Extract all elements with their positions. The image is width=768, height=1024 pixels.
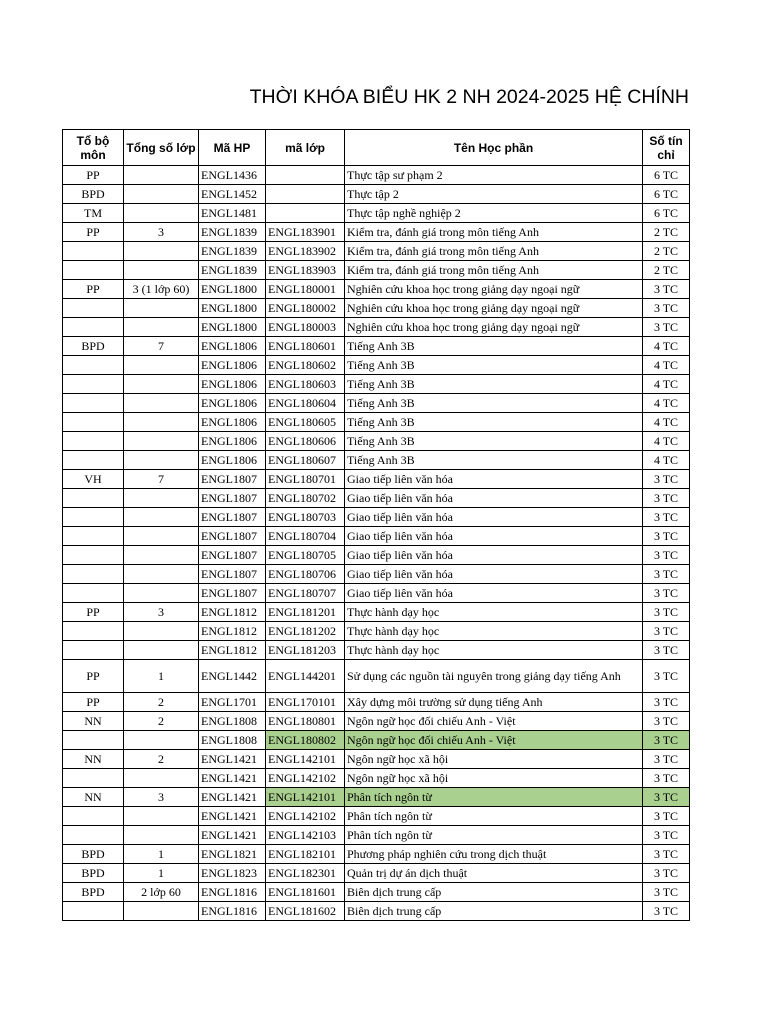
cell-ten-hoc-phan: Biên dịch trung cấp <box>345 902 643 921</box>
cell-so-tin-chi: 3 TC <box>643 864 690 883</box>
cell-ten-hoc-phan: Ngôn ngữ học xã hội <box>345 750 643 769</box>
cell-ma-hp: ENGL1421 <box>199 750 266 769</box>
cell-tong-so-lop <box>124 546 199 565</box>
cell-so-tin-chi: 3 TC <box>643 712 690 731</box>
cell-ten-hoc-phan: Tiếng Anh 3B <box>345 375 643 394</box>
cell-ma-hp: ENGL1807 <box>199 470 266 489</box>
cell-to-bo-mon <box>63 527 124 546</box>
cell-ten-hoc-phan: Nghiên cứu khoa học trong giảng dạy ngoại ngữ <box>345 280 643 299</box>
cell-to-bo-mon <box>63 508 124 527</box>
cell-ma-lop: ENGL181201 <box>266 603 345 622</box>
cell-ma-lop <box>266 166 345 185</box>
cell-ten-hoc-phan: Giao tiếp liên văn hóa <box>345 508 643 527</box>
cell-ten-hoc-phan: Thực tập nghề nghiệp 2 <box>345 204 643 223</box>
cell-so-tin-chi: 4 TC <box>643 394 690 413</box>
cell-ten-hoc-phan: Tiếng Anh 3B <box>345 337 643 356</box>
cell-ma-lop: ENGL180701 <box>266 470 345 489</box>
cell-to-bo-mon <box>63 826 124 845</box>
table-row <box>63 731 690 750</box>
table-row <box>63 527 690 546</box>
cell-ma-hp: ENGL1452 <box>199 185 266 204</box>
cell-tong-so-lop <box>124 185 199 204</box>
cell-ma-lop: ENGL180607 <box>266 451 345 470</box>
cell-ten-hoc-phan: Giao tiếp liên văn hóa <box>345 489 643 508</box>
cell-to-bo-mon <box>63 489 124 508</box>
cell-so-tin-chi: 4 TC <box>643 337 690 356</box>
table-row <box>63 242 690 261</box>
cell-ma-hp: ENGL1800 <box>199 318 266 337</box>
cell-ma-hp: ENGL1808 <box>199 712 266 731</box>
cell-ma-lop: ENGL180702 <box>266 489 345 508</box>
cell-ten-hoc-phan: Thực tập 2 <box>345 185 643 204</box>
cell-to-bo-mon <box>63 807 124 826</box>
cell-to-bo-mon: PP <box>63 166 124 185</box>
cell-ma-lop: ENGL183903 <box>266 261 345 280</box>
cell-so-tin-chi: 3 TC <box>643 807 690 826</box>
cell-tong-so-lop: 3 <box>124 788 199 807</box>
cell-tong-so-lop <box>124 807 199 826</box>
table-row <box>63 565 690 584</box>
cell-so-tin-chi: 3 TC <box>643 546 690 565</box>
cell-ma-lop: ENGL180002 <box>266 299 345 318</box>
cell-ma-lop: ENGL183902 <box>266 242 345 261</box>
cell-ma-lop: ENGL180003 <box>266 318 345 337</box>
table-row <box>63 299 690 318</box>
cell-ma-lop: ENGL180605 <box>266 413 345 432</box>
cell-ten-hoc-phan: Kiểm tra, đánh giá trong môn tiếng Anh <box>345 242 643 261</box>
table-row <box>63 788 690 807</box>
table-row <box>63 223 690 242</box>
cell-ma-lop <box>266 204 345 223</box>
cell-ma-hp: ENGL1806 <box>199 451 266 470</box>
cell-ma-hp: ENGL1806 <box>199 432 266 451</box>
cell-ten-hoc-phan: Phân tích ngôn từ <box>345 807 643 826</box>
cell-tong-so-lop: 1 <box>124 845 199 864</box>
cell-tong-so-lop <box>124 204 199 223</box>
cell-ten-hoc-phan: Ngôn ngữ học đối chiếu Anh - Việt <box>345 712 643 731</box>
cell-ma-lop: ENGL180001 <box>266 280 345 299</box>
table-row <box>63 166 690 185</box>
cell-to-bo-mon <box>63 584 124 603</box>
cell-so-tin-chi: 4 TC <box>643 375 690 394</box>
cell-tong-so-lop <box>124 508 199 527</box>
cell-to-bo-mon: BPD <box>63 864 124 883</box>
cell-to-bo-mon <box>63 375 124 394</box>
schedule-table <box>62 129 690 921</box>
table-row <box>63 432 690 451</box>
cell-to-bo-mon <box>63 622 124 641</box>
cell-ma-lop: ENGL180601 <box>266 337 345 356</box>
cell-so-tin-chi: 3 TC <box>643 622 690 641</box>
table-row <box>63 864 690 883</box>
cell-ma-hp: ENGL1812 <box>199 603 266 622</box>
cell-ma-hp: ENGL1481 <box>199 204 266 223</box>
cell-to-bo-mon: BPD <box>63 883 124 902</box>
cell-ten-hoc-phan: Giao tiếp liên văn hóa <box>345 546 643 565</box>
cell-ma-hp: ENGL1806 <box>199 394 266 413</box>
cell-to-bo-mon: BPD <box>63 845 124 864</box>
cell-ten-hoc-phan: Sử dụng các nguồn tài nguyên trong giảng dạy tiếng Anh <box>345 660 643 693</box>
table-row <box>63 318 690 337</box>
cell-ma-hp: ENGL1807 <box>199 508 266 527</box>
cell-tong-so-lop <box>124 318 199 337</box>
cell-ma-lop: ENGL180606 <box>266 432 345 451</box>
cell-ma-lop: ENGL182101 <box>266 845 345 864</box>
cell-ma-lop: ENGL183901 <box>266 223 345 242</box>
cell-ten-hoc-phan: Kiểm tra, đánh giá trong môn tiếng Anh <box>345 223 643 242</box>
cell-so-tin-chi: 4 TC <box>643 451 690 470</box>
cell-tong-so-lop <box>124 622 199 641</box>
table-header-row <box>63 130 690 166</box>
cell-ma-hp: ENGL1806 <box>199 413 266 432</box>
cell-ma-hp: ENGL1839 <box>199 223 266 242</box>
cell-ten-hoc-phan: Thực tập sư phạm 2 <box>345 166 643 185</box>
header-ten-hoc-phan: Tên Học phần <box>345 130 643 166</box>
table-row <box>63 826 690 845</box>
cell-to-bo-mon <box>63 902 124 921</box>
cell-to-bo-mon <box>63 261 124 280</box>
table-row <box>63 622 690 641</box>
cell-ma-lop <box>266 185 345 204</box>
cell-tong-so-lop <box>124 166 199 185</box>
cell-tong-so-lop <box>124 356 199 375</box>
cell-to-bo-mon: PP <box>63 280 124 299</box>
cell-ma-hp: ENGL1421 <box>199 807 266 826</box>
cell-ma-hp: ENGL1806 <box>199 375 266 394</box>
cell-so-tin-chi: 3 TC <box>643 788 690 807</box>
table-row <box>63 470 690 489</box>
cell-so-tin-chi: 2 TC <box>643 223 690 242</box>
cell-tong-so-lop: 3 <box>124 223 199 242</box>
cell-so-tin-chi: 3 TC <box>643 603 690 622</box>
cell-ma-hp: ENGL1808 <box>199 731 266 750</box>
cell-ma-hp: ENGL1807 <box>199 584 266 603</box>
cell-so-tin-chi: 3 TC <box>643 489 690 508</box>
table-row <box>63 712 690 731</box>
table-row <box>63 394 690 413</box>
cell-ma-lop: ENGL180603 <box>266 375 345 394</box>
cell-so-tin-chi: 6 TC <box>643 204 690 223</box>
cell-ma-hp: ENGL1436 <box>199 166 266 185</box>
cell-so-tin-chi: 3 TC <box>643 565 690 584</box>
cell-ma-lop: ENGL181203 <box>266 641 345 660</box>
cell-ten-hoc-phan: Xây dựng môi trường sử dụng tiếng Anh <box>345 693 643 712</box>
cell-ma-hp: ENGL1821 <box>199 845 266 864</box>
cell-ten-hoc-phan: Ngôn ngữ học xã hội <box>345 769 643 788</box>
cell-tong-so-lop <box>124 261 199 280</box>
cell-so-tin-chi: 4 TC <box>643 432 690 451</box>
cell-ma-lop: ENGL142101 <box>266 788 345 807</box>
cell-tong-so-lop <box>124 242 199 261</box>
cell-to-bo-mon: PP <box>63 223 124 242</box>
table-row <box>63 375 690 394</box>
cell-ten-hoc-phan: Biên dịch trung cấp <box>345 883 643 902</box>
cell-ten-hoc-phan: Nghiên cứu khoa học trong giảng dạy ngoại ngữ <box>345 299 643 318</box>
cell-ten-hoc-phan: Phân tích ngôn từ <box>345 826 643 845</box>
cell-ma-hp: ENGL1800 <box>199 280 266 299</box>
cell-to-bo-mon: NN <box>63 788 124 807</box>
table-row <box>63 693 690 712</box>
cell-tong-so-lop: 2 <box>124 693 199 712</box>
cell-ten-hoc-phan: Thực hành dạy học <box>345 622 643 641</box>
schedule-body <box>63 166 690 921</box>
cell-ma-hp: ENGL1816 <box>199 902 266 921</box>
cell-to-bo-mon: NN <box>63 750 124 769</box>
cell-so-tin-chi: 3 TC <box>643 902 690 921</box>
table-row <box>63 451 690 470</box>
table-row <box>63 883 690 902</box>
cell-so-tin-chi: 3 TC <box>643 845 690 864</box>
cell-so-tin-chi: 3 TC <box>643 731 690 750</box>
cell-tong-so-lop <box>124 902 199 921</box>
cell-ma-lop: ENGL142101 <box>266 750 345 769</box>
cell-ma-hp: ENGL1816 <box>199 883 266 902</box>
cell-ma-hp: ENGL1807 <box>199 489 266 508</box>
cell-so-tin-chi: 3 TC <box>643 470 690 489</box>
cell-to-bo-mon <box>63 432 124 451</box>
cell-ten-hoc-phan: Giao tiếp liên văn hóa <box>345 527 643 546</box>
cell-to-bo-mon <box>63 451 124 470</box>
table-row <box>63 902 690 921</box>
cell-tong-so-lop <box>124 299 199 318</box>
cell-tong-so-lop <box>124 375 199 394</box>
cell-to-bo-mon <box>63 356 124 375</box>
cell-so-tin-chi: 3 TC <box>643 769 690 788</box>
cell-to-bo-mon <box>63 546 124 565</box>
cell-so-tin-chi: 3 TC <box>643 299 690 318</box>
cell-ma-hp: ENGL1421 <box>199 769 266 788</box>
cell-ten-hoc-phan: Giao tiếp liên văn hóa <box>345 584 643 603</box>
cell-to-bo-mon: BPD <box>63 185 124 204</box>
cell-tong-so-lop <box>124 565 199 584</box>
cell-to-bo-mon <box>63 394 124 413</box>
cell-ma-hp: ENGL1806 <box>199 356 266 375</box>
header-so-tin-chi: Số tín chỉ <box>643 130 690 166</box>
cell-ten-hoc-phan: Nghiên cứu khoa học trong giảng dạy ngoại ngữ <box>345 318 643 337</box>
cell-ma-lop: ENGL181602 <box>266 902 345 921</box>
cell-so-tin-chi: 3 TC <box>643 280 690 299</box>
table-row <box>63 641 690 660</box>
cell-ten-hoc-phan: Thực hành dạy học <box>345 603 643 622</box>
cell-ten-hoc-phan: Ngôn ngữ học đối chiếu Anh - Việt <box>345 731 643 750</box>
cell-to-bo-mon <box>63 318 124 337</box>
cell-ma-hp: ENGL1442 <box>199 660 266 693</box>
cell-ma-lop: ENGL170101 <box>266 693 345 712</box>
cell-so-tin-chi: 3 TC <box>643 693 690 712</box>
cell-so-tin-chi: 3 TC <box>643 883 690 902</box>
cell-ma-hp: ENGL1812 <box>199 641 266 660</box>
cell-to-bo-mon: BPD <box>63 337 124 356</box>
page-title: THỜI KHÓA BIỂU HK 2 NH 2024-2025 HỆ CHÍNH <box>249 86 689 108</box>
cell-so-tin-chi: 3 TC <box>643 508 690 527</box>
cell-ma-hp: ENGL1701 <box>199 693 266 712</box>
table-row <box>63 603 690 622</box>
cell-tong-so-lop <box>124 731 199 750</box>
cell-ma-lop: ENGL142102 <box>266 769 345 788</box>
cell-ma-hp: ENGL1421 <box>199 826 266 845</box>
cell-tong-so-lop: 2 lớp 60 <box>124 883 199 902</box>
cell-ten-hoc-phan: Tiếng Anh 3B <box>345 413 643 432</box>
cell-to-bo-mon <box>63 413 124 432</box>
cell-ma-hp: ENGL1812 <box>199 622 266 641</box>
header-ma-lop: mã lớp <box>266 130 345 166</box>
cell-ma-hp: ENGL1807 <box>199 527 266 546</box>
table-row <box>63 185 690 204</box>
cell-ma-lop: ENGL181601 <box>266 883 345 902</box>
table-row <box>63 280 690 299</box>
cell-to-bo-mon: PP <box>63 660 124 693</box>
table-row <box>63 750 690 769</box>
header-tong-so-lop: Tổng số lớp <box>124 130 199 166</box>
cell-to-bo-mon <box>63 565 124 584</box>
cell-ma-lop: ENGL180705 <box>266 546 345 565</box>
cell-tong-so-lop: 3 (1 lớp 60) <box>124 280 199 299</box>
cell-to-bo-mon <box>63 769 124 788</box>
cell-to-bo-mon: TM <box>63 204 124 223</box>
cell-tong-so-lop: 2 <box>124 750 199 769</box>
cell-ma-hp: ENGL1839 <box>199 261 266 280</box>
table-row <box>63 337 690 356</box>
cell-tong-so-lop: 3 <box>124 603 199 622</box>
cell-so-tin-chi: 3 TC <box>643 584 690 603</box>
cell-so-tin-chi: 3 TC <box>643 318 690 337</box>
cell-to-bo-mon <box>63 242 124 261</box>
cell-to-bo-mon: NN <box>63 712 124 731</box>
cell-tong-so-lop <box>124 584 199 603</box>
cell-ten-hoc-phan: Quản trị dự án dịch thuật <box>345 864 643 883</box>
table-row <box>63 769 690 788</box>
cell-ma-lop: ENGL144201 <box>266 660 345 693</box>
cell-tong-so-lop: 1 <box>124 660 199 693</box>
cell-ma-lop: ENGL142103 <box>266 826 345 845</box>
cell-so-tin-chi: 3 TC <box>643 660 690 693</box>
cell-so-tin-chi: 6 TC <box>643 166 690 185</box>
cell-ten-hoc-phan: Tiếng Anh 3B <box>345 394 643 413</box>
cell-ma-lop: ENGL180802 <box>266 731 345 750</box>
cell-tong-so-lop <box>124 432 199 451</box>
cell-tong-so-lop <box>124 451 199 470</box>
cell-ten-hoc-phan: Tiếng Anh 3B <box>345 432 643 451</box>
cell-ten-hoc-phan: Phương pháp nghiên cứu trong dịch thuật <box>345 845 643 864</box>
cell-to-bo-mon <box>63 299 124 318</box>
cell-ma-hp: ENGL1800 <box>199 299 266 318</box>
cell-ma-lop: ENGL180801 <box>266 712 345 731</box>
cell-tong-so-lop: 7 <box>124 337 199 356</box>
cell-ten-hoc-phan: Giao tiếp liên văn hóa <box>345 470 643 489</box>
table-row <box>63 584 690 603</box>
cell-ma-hp: ENGL1823 <box>199 864 266 883</box>
cell-tong-so-lop <box>124 413 199 432</box>
table-row <box>63 845 690 864</box>
cell-ma-hp: ENGL1807 <box>199 546 266 565</box>
cell-ma-lop: ENGL181202 <box>266 622 345 641</box>
cell-tong-so-lop <box>124 769 199 788</box>
cell-to-bo-mon: PP <box>63 693 124 712</box>
cell-ten-hoc-phan: Tiếng Anh 3B <box>345 451 643 470</box>
cell-ten-hoc-phan: Tiếng Anh 3B <box>345 356 643 375</box>
cell-ma-hp: ENGL1839 <box>199 242 266 261</box>
cell-ma-hp: ENGL1807 <box>199 565 266 584</box>
cell-to-bo-mon: VH <box>63 470 124 489</box>
table-row <box>63 356 690 375</box>
cell-so-tin-chi: 3 TC <box>643 750 690 769</box>
cell-to-bo-mon <box>63 641 124 660</box>
cell-ten-hoc-phan: Giao tiếp liên văn hóa <box>345 565 643 584</box>
cell-tong-so-lop <box>124 394 199 413</box>
cell-ma-hp: ENGL1806 <box>199 337 266 356</box>
table-row <box>63 489 690 508</box>
cell-to-bo-mon: PP <box>63 603 124 622</box>
table-row <box>63 204 690 223</box>
cell-so-tin-chi: 3 TC <box>643 641 690 660</box>
cell-so-tin-chi: 2 TC <box>643 242 690 261</box>
table-row <box>63 261 690 280</box>
cell-ma-hp: ENGL1421 <box>199 788 266 807</box>
cell-tong-so-lop <box>124 641 199 660</box>
cell-tong-so-lop: 7 <box>124 470 199 489</box>
cell-ma-lop: ENGL180703 <box>266 508 345 527</box>
cell-tong-so-lop <box>124 826 199 845</box>
cell-ten-hoc-phan: Kiểm tra, đánh giá trong môn tiếng Anh <box>345 261 643 280</box>
cell-so-tin-chi: 2 TC <box>643 261 690 280</box>
cell-so-tin-chi: 6 TC <box>643 185 690 204</box>
cell-ten-hoc-phan: Thực hành dạy học <box>345 641 643 660</box>
cell-ma-lop: ENGL182301 <box>266 864 345 883</box>
cell-so-tin-chi: 4 TC <box>643 413 690 432</box>
cell-tong-so-lop <box>124 527 199 546</box>
cell-so-tin-chi: 3 TC <box>643 527 690 546</box>
header-to-bo-mon: Tổ bộ môn <box>63 130 124 166</box>
cell-tong-so-lop <box>124 489 199 508</box>
cell-so-tin-chi: 3 TC <box>643 826 690 845</box>
cell-so-tin-chi: 4 TC <box>643 356 690 375</box>
cell-ma-lop: ENGL180707 <box>266 584 345 603</box>
cell-ma-lop: ENGL180706 <box>266 565 345 584</box>
cell-ma-lop: ENGL180704 <box>266 527 345 546</box>
cell-ma-lop: ENGL180602 <box>266 356 345 375</box>
cell-tong-so-lop: 1 <box>124 864 199 883</box>
cell-ma-lop: ENGL142102 <box>266 807 345 826</box>
cell-tong-so-lop: 2 <box>124 712 199 731</box>
cell-to-bo-mon <box>63 731 124 750</box>
header-ma-hp: Mã HP <box>199 130 266 166</box>
table-row <box>63 546 690 565</box>
table-row <box>63 413 690 432</box>
table-row <box>63 508 690 527</box>
cell-ma-lop: ENGL180604 <box>266 394 345 413</box>
table-row <box>63 807 690 826</box>
cell-ten-hoc-phan: Phân tích ngôn từ <box>345 788 643 807</box>
table-row <box>63 660 690 693</box>
